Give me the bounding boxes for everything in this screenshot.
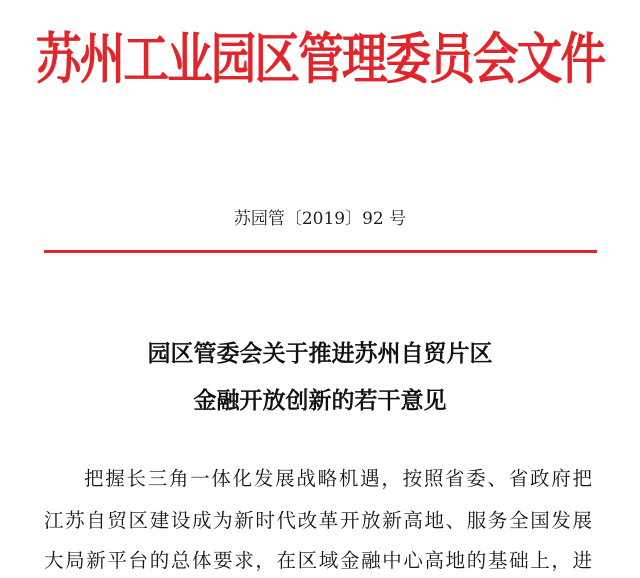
- red-divider-rule: [44, 250, 597, 253]
- body-text-line-1: 把握长三角一体化发展战略机遇，按照省委、省政府把: [84, 467, 592, 490]
- document-title-line-1: 园区管委会关于推进苏州自贸片区: [147, 341, 493, 367]
- document-number: 苏园管〔2019〕92 号: [233, 209, 407, 229]
- masthead-title: 苏州工业园区管理委员会文件: [35, 27, 605, 92]
- document-title-line-2: 金融开放创新的若干意见: [193, 388, 447, 414]
- body-text-line-3: 大局新平台的总体要求，在区域金融中心高地的基础上，进: [44, 549, 592, 572]
- body-text-line-2: 江苏自贸区建设成为新时代改革开放新高地、服务全国发展: [44, 509, 592, 532]
